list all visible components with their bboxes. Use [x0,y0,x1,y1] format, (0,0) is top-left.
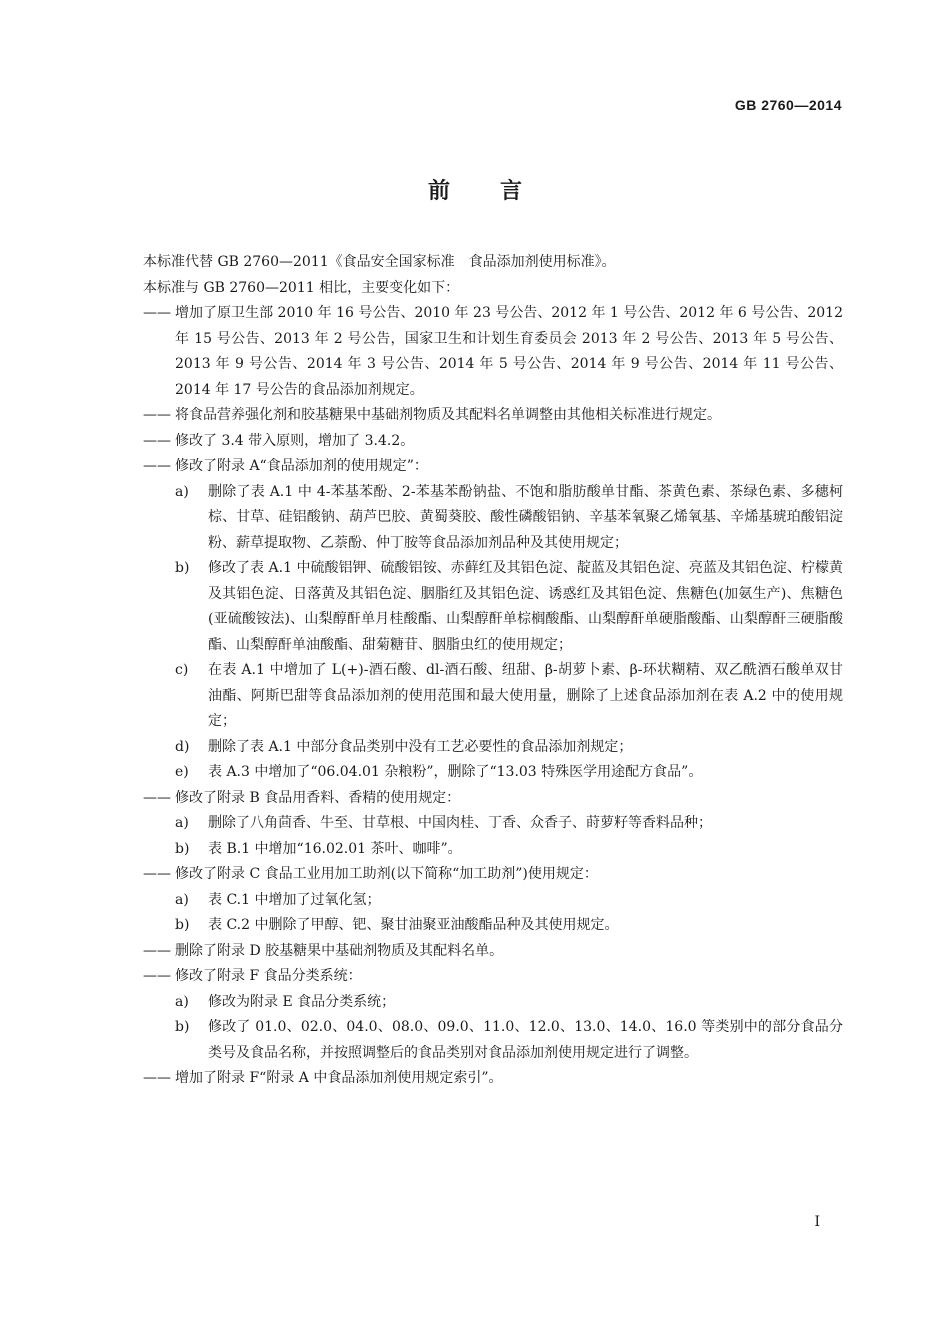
change-text: 增加了附录 F“附录 A 中食品添加剂使用规定索引”。 [175,1070,503,1086]
sub-item-marker: a) [175,891,189,908]
sub-item-text: 删除了八角茴香、牛至、甘草根、中国肉桂、丁香、众香子、莳萝籽等香料品种； [208,815,712,831]
preface-body [143,250,843,1092]
change-text: 修改了附录 C 食品工业用加工助剂(以下简称“加工助剂”)使用规定： [175,866,598,882]
dash-mark: —— [143,1070,171,1086]
sub-item [143,913,843,939]
sub-item-text: 删除了表 A.1 中部分食品类别中没有工艺必要性的食品添加剂规定； [208,738,633,755]
sub-item-marker: c) [175,662,189,678]
sub-item [143,837,843,863]
change-item [143,939,843,965]
dash-mark: —— [143,407,171,423]
sub-item-marker: e) [175,764,189,780]
sub-item [143,556,843,658]
sub-item [143,658,843,735]
intro-line-changes: 本标准与 GB 2760—2011 相比，主要变化如下： [143,279,460,296]
change-item [143,429,843,455]
sub-item [143,811,843,837]
change-text: 修改了附录 F 食品分类系统： [175,968,362,984]
sub-item [143,1015,843,1066]
sub-item-text: 表 A.3 中增加了“06.04.01 杂粮粉”，删除了“13.03 特殊医学用途配方食品”。 [208,764,703,780]
sub-item [143,990,843,1016]
dash-mark: —— [143,942,171,959]
change-item [143,1066,843,1092]
change-item [143,786,843,812]
sub-item-text: 表 C.1 中增加了过氧化氢； [208,891,381,908]
dash-mark: —— [143,458,171,474]
sub-item-marker: b) [175,1019,190,1035]
dash-mark: —— [143,968,171,984]
sub-item [143,735,843,761]
change-item [143,454,843,480]
sub-item-marker: a) [175,815,189,831]
sub-item [143,760,843,786]
change-item [143,964,843,990]
dash-mark: —— [143,789,171,806]
page-number: I [814,1214,820,1230]
dash-mark: —— [143,866,171,882]
change-text: 修改了 3.4 带入原则，增加了 3.4.2。 [175,432,415,449]
page-title: 前言 [427,179,572,204]
change-text: 修改了附录 B 食品用香料、香精的使用规定： [175,789,461,806]
sub-item-marker: b) [175,560,190,576]
change-text: 将食品营养强化剂和胶基糖果中基础剂物质及其配料名单调整由其他相关标准进行规定。 [175,407,721,423]
change-text: 增加了原卫生部 2010 年 16 号公告、2010 年 23 号公告、2012 年 1 号公告、2012 年 6 号公告、2012 年 15 号公告、2013 年 2 号公告，国家卫生和计划生育委员会 2013 年 2 号公告、2013 年 5 号公告、2013 年 9 号公告、2014 年 3 号公告、2014 年 5 号公告、2014 年 9 号公告、2014 年 11 号公告、2014 年 17 号公告的食品添加剂规定。 [175,305,843,398]
change-text: 修改了附录 A“食品添加剂的使用规定”： [175,458,428,474]
sub-item-marker: d) [175,738,190,755]
sub-item-marker: a) [175,993,189,1010]
sub-item-marker: a) [175,483,189,500]
sub-item [143,480,843,557]
sub-item-text: 修改为附录 E 食品分类系统； [208,993,396,1010]
sub-item-text: 在表 A.1 中增加了 L(+)-酒石酸、dl-酒石酸、纽甜、β-胡萝卜素、β-环状糊精、双乙酰酒石酸单双甘油酯、阿斯巴甜等食品添加剂的使用范围和最大使用量，删除了上述食品添加剂在表 A.2 中的使用规定； [208,662,843,729]
sub-item-text: 删除了表 A.1 中 4-苯基苯酚、2-苯基苯酚钠盐、不饱和脂肪酸单甘酯、茶黄色素、茶绿色素、多穗柯棕、甘草、硅铝酸钠、葫芦巴胶、黄蜀葵胶、酸性磷酸铝钠、辛基苯氧聚乙烯氧基、辛烯基琥珀酸铝淀粉、薪草提取物、乙萘酚、仲丁胺等食品添加剂品种及其使用规定； [208,483,843,551]
sub-item-marker: b) [175,840,190,857]
change-item [143,862,843,888]
dash-mark: —— [143,305,171,321]
sub-item-text: 修改了 01.0、02.0、04.0、08.0、09.0、11.0、12.0、13.0、14.0、16.0 等类别中的部分食品分类号及食品名称，并按照调整后的食品类别对食品添加剂使用规定进行了调整。 [208,1019,843,1061]
intro-line-replaces: 本标准代替 GB 2760—2011《食品安全国家标准 食品添加剂使用标准》。 [143,254,616,270]
sub-item [143,888,843,914]
change-item [143,403,843,429]
sub-item-text: 修改了表 A.1 中硫酸铝钾、硫酸铝铵、赤藓红及其铝色淀、靛蓝及其铝色淀、亮蓝及其铝色淀、柠檬黄及其铝色淀、日落黄及其铝色淀、胭脂红及其铝色淀、诱惑红及其铝色淀、焦糖色(加氨生产)、焦糖色(亚硫酸铵法)、山梨醇酐单月桂酸酯、山梨醇酐单棕榈酸酯、山梨醇酐单硬脂酸酯、山梨醇酐三硬脂酸酯、山梨醇酐单油酸酯、甜菊糖苷、胭脂虫红的使用规定； [208,560,843,653]
sub-item-marker: b) [175,917,190,933]
sub-item-text: 表 C.2 中删除了甲醇、钯、聚甘油聚亚油酸酯品种及其使用规定。 [208,917,619,933]
sub-item-text: 表 B.1 中增加“16.02.01 茶叶、咖啡”。 [208,840,462,857]
change-item [143,301,843,403]
dash-mark: —— [143,432,171,449]
standard-code: GB 2760—2014 [734,97,842,113]
change-text: 删除了附录 D 胶基糖果中基础剂物质及其配料名单。 [175,942,504,959]
